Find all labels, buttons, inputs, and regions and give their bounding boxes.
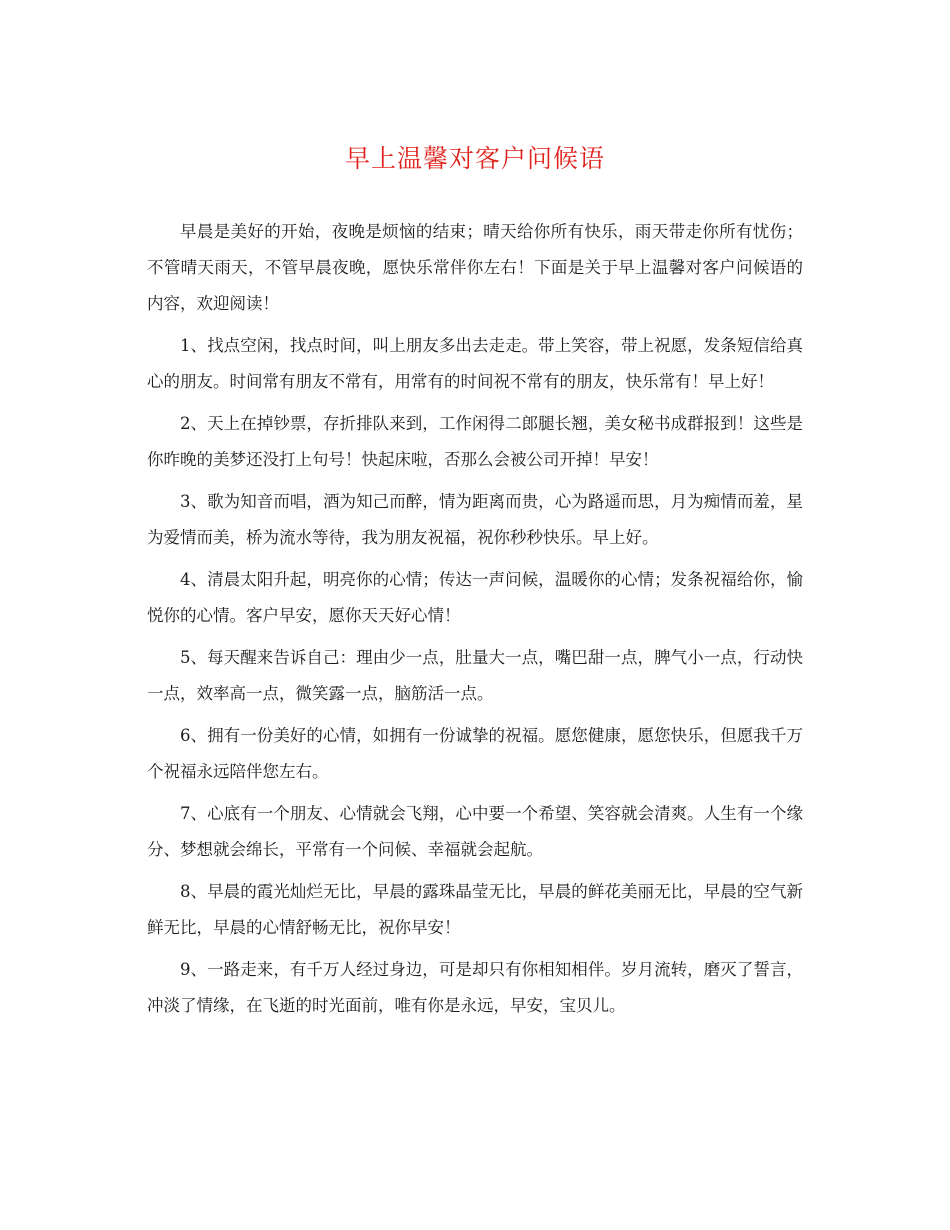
greeting-item-7: 7、心底有一个朋友、心情就会飞翔，心中要一个希望、笑容就会清爽。人生有一个缘分、梦想就会绵长，平常有一个问候、幸福就会起航。 [147, 804, 803, 859]
greeting-item-4: 4、清晨太阳升起，明亮你的心情；传达一声问候，温暖你的心情；发条祝福给你，愉悦你的心情。客户早安，愿你天天好心情！ [147, 570, 803, 625]
document-body [147, 214, 803, 1030]
greeting-item-5: 5、每天醒来告诉自己：理由少一点，肚量大一点，嘴巴甜一点，脾气小一点，行动快一点，效率高一点，微笑露一点，脑筋活一点。 [147, 648, 803, 703]
greeting-item-9: 9、一路走来，有千万人经过身边，可是却只有你相知相伴。岁月流转，磨灭了誓言，冲淡了情缘，在飞逝的时光面前，唯有你是永远，早安，宝贝儿。 [147, 960, 803, 1015]
greeting-item-8: 8、早晨的霞光灿烂无比，早晨的露珠晶莹无比，早晨的鲜花美丽无比，早晨的空气新鲜无比，早晨的心情舒畅无比，祝你早安！ [147, 882, 803, 937]
greeting-item-6: 6、拥有一份美好的心情，如拥有一份诚挚的祝福。愿您健康，愿您快乐，但愿我千万个祝福永远陪伴您左右。 [147, 726, 803, 781]
greeting-item-1: 1、找点空闲，找点时间，叫上朋友多出去走走。带上笑容，带上祝愿，发条短信给真心的朋友。时间常有朋友不常有，用常有的时间祝不常有的朋友，快乐常有！早上好！ [147, 336, 803, 391]
intro-paragraph: 早晨是美好的开始，夜晚是烦恼的结束；晴天给你所有快乐，雨天带走你所有忧伤；不管晴天雨天，不管早晨夜晚，愿快乐常伴你左右！下面是关于早上温馨对客户问候语的内容，欢迎阅读！ [147, 222, 803, 313]
greeting-item-3: 3、歌为知音而唱，酒为知己而醉，情为距离而贵，心为路遥而思，月为痴情而羞，星为爱情而美，桥为流水等待，我为朋友祝福，祝你秒秒快乐。早上好。 [147, 492, 803, 547]
greeting-item-2: 2、天上在掉钞票，存折排队来到，工作闲得二郎腿长翘，美女秘书成群报到！这些是你昨晚的美梦还没打上句号！快起床啦，否那么会被公司开掉！早安！ [147, 414, 803, 469]
document-title: 早上温馨对客户问候语 [344, 144, 605, 173]
